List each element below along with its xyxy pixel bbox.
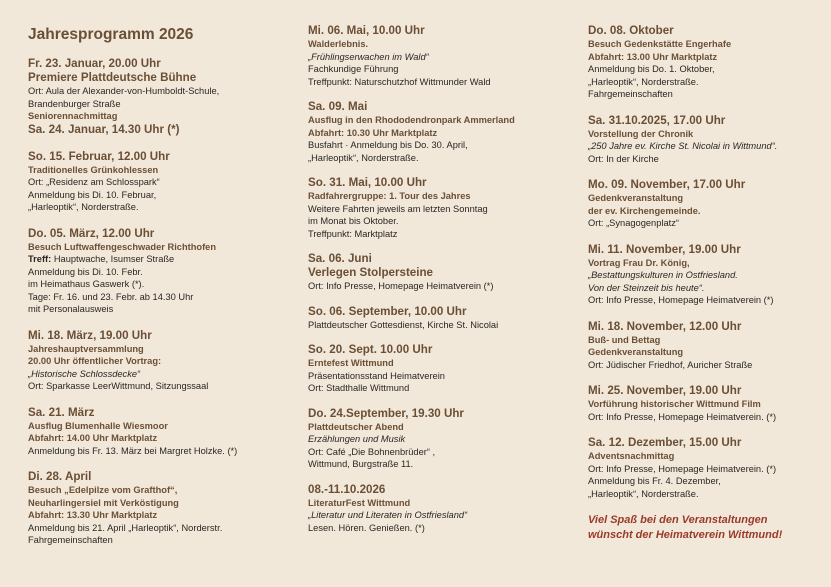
event-detail: Treffpunkt: Marktplatz — [308, 228, 398, 239]
event-date: Sa. 06. Juni — [308, 252, 372, 265]
event-name: Erntefest Wittmund — [308, 358, 394, 368]
event-name: Neuharlingersiel mit Verköstigung — [28, 497, 179, 508]
event-item — [588, 320, 824, 372]
event-date: Sa. 09. Mai — [308, 100, 368, 113]
event-item — [28, 150, 290, 214]
closing-line: Viel Spaß bei den Veranstaltungen — [588, 514, 768, 526]
event-date: Mi. 18. November, 12.00 Uhr — [588, 319, 742, 333]
treff-label: Treff: — [28, 254, 52, 264]
event-detail: Ort: Info Presse, Homepage Heimatverein. (*) — [588, 411, 777, 422]
event-item — [588, 114, 824, 166]
event-detail: „250 Jahre ev. Kirche St. Nicolai in Wittmund“. — [588, 141, 778, 151]
event-detail: „Harleoptik“, Norderstraße. — [308, 152, 419, 163]
column-3 — [588, 20, 824, 543]
event-detail: Ort: Stadthalle Wittmund — [308, 383, 410, 393]
event-item — [28, 406, 290, 458]
event-name: Gedenkveranstaltung — [588, 193, 684, 203]
event-date: Mi. 06. Mai, 10.00 Uhr — [308, 24, 425, 37]
event-detail: „Frühlingserwachen im Wald“ — [308, 51, 429, 62]
event-name: Seniorennachmittag — [28, 111, 118, 121]
event-detail: „Literatur und Literaten in Ostfriesland“ — [308, 510, 468, 520]
event-date: So. 15. Februar, 12.00 Uhr — [28, 149, 170, 163]
event-detail: Wittmund, Burgstraße 11. — [308, 459, 414, 469]
event-date: Sa. 21. März — [28, 405, 95, 419]
event-detail: Anmeldung bis Fr. 13. März bei Margret Holzke. (*) — [28, 445, 238, 456]
event-name: der ev. Kirchengemeinde. — [588, 205, 701, 216]
event-detail: Ort: Jüdischer Friedhof, Auricher Straße — [588, 359, 753, 370]
event-name: Premiere Plattdeutsche Bühne — [28, 71, 197, 84]
event-name: Adventsnachmittag — [588, 451, 675, 461]
event-detail: „Harleoptik“, Norderstraße. — [588, 76, 699, 87]
event-detail: im Heimathaus Gaswerk (*). — [28, 279, 145, 289]
event-date: Do. 08. Oktober — [588, 24, 674, 37]
event-detail: Ort: „Residenz am Schlosspark“ — [28, 177, 160, 187]
event-item — [28, 227, 290, 316]
event-detail: Fahrgemeinschaften — [588, 89, 673, 99]
event-item — [308, 176, 578, 240]
event-name: Ausflug in den Rhododendronpark Ammerland — [308, 115, 515, 125]
event-item — [308, 343, 578, 395]
event-date: So. 06. September, 10.00 Uhr — [308, 304, 467, 318]
event-detail: Busfahrt · Anmeldung bis Do. 30. April, — [308, 140, 468, 150]
event-name: Abfahrt: 13.30 Uhr Marktplatz — [28, 510, 158, 520]
event-item — [588, 243, 824, 307]
column-2 — [308, 20, 578, 546]
event-detail: Ort: „Synagogenplatz“ — [588, 218, 679, 228]
event-date: Do. 24.September, 19.30 Uhr — [308, 406, 464, 420]
event-name: Vorführung historischer Wittmund Film — [588, 399, 761, 409]
event-detail: Fahrgemeinschaften — [28, 535, 113, 545]
event-name: 20.00 Uhr öffentlicher Vortrag: — [28, 356, 162, 366]
event-detail: Anmeldung bis 21. April „Harleoptik“, Norderstr. — [28, 522, 223, 533]
event-detail: Treffpunkt: Naturschutzhof Wittmunder Wald — [308, 76, 491, 87]
event-detail: Ort: Sparkasse LeerWittmund, Sitzungssaal — [28, 381, 209, 391]
event-detail: Plattdeutscher Gottesdienst, Kirche St. Nicolai — [308, 319, 499, 330]
event-item — [588, 178, 824, 230]
event-detail: „Bestattungskulturen in Ostfriesland. — [588, 270, 738, 280]
event-detail: Anmeldung bis Fr. 4. Dezember, — [588, 476, 721, 486]
event-date: 08.-11.10.2026 — [308, 482, 386, 496]
event-detail: Ort: Aula der Alexander-von-Humboldt-Schule, — [28, 86, 220, 96]
event-detail: „Historische Schlossdecke“ — [28, 368, 141, 379]
event-name: Abfahrt: 14.00 Uhr Marktplatz — [28, 433, 158, 443]
event-detail: Ort: Info Presse, Homepage Heimatverein. (*) — [588, 463, 777, 474]
event-name: Abfahrt: 10.30 Uhr Marktplatz — [308, 127, 438, 138]
column-1 — [28, 20, 290, 560]
event-item — [308, 407, 578, 471]
event-item — [588, 436, 824, 500]
event-name: Abfahrt: 13.00 Uhr Marktplatz — [588, 51, 718, 62]
event-detail: Anmeldung bis Di. 10. Februar, — [28, 189, 157, 200]
event-item — [308, 100, 578, 164]
event-date: Do. 05. März, 12.00 Uhr — [28, 226, 155, 240]
event-name: Besuch „Edelpilze vom Grafthof“, — [28, 485, 178, 495]
event-date: Mi. 25. November, 19.00 Uhr — [588, 384, 742, 397]
event-detail: Ort: In der Kirche — [588, 153, 659, 164]
event-detail: Brandenburger Straße — [28, 98, 121, 109]
event-item — [28, 57, 290, 137]
event-detail: Von der Steinzeit bis heute“. — [588, 282, 705, 293]
event-date: Sa. 12. Dezember, 15.00 Uhr — [588, 436, 742, 449]
event-name: Verlegen Stolpersteine — [308, 266, 434, 279]
event-detail: Ort: Café „Die Bohnenbrüder“ , — [308, 446, 436, 457]
event-name: Traditionelles Grünkohlessen — [28, 164, 159, 175]
event-name: Besuch Gedenkstätte Engerhafe — [588, 39, 732, 49]
event-detail: Lesen. Hören. Genießen. (*) — [308, 522, 425, 533]
event-name: Ausflug Blumenhalle Wiesmoor — [28, 420, 168, 431]
event-name: Jahreshauptversammlung — [28, 343, 144, 354]
event-name: Vorstellung der Chronik — [588, 128, 694, 139]
event-date: So. 31. Mai, 10.00 Uhr — [308, 176, 427, 189]
event-item — [308, 305, 578, 332]
event-item — [28, 470, 290, 547]
event-date: Mo. 09. November, 17.00 Uhr — [588, 178, 746, 191]
event-detail: „Harleoptik“, Norderstraße. — [588, 488, 699, 499]
event-detail: Fachkundige Führung — [308, 64, 399, 74]
event-date: Fr. 23. Januar, 20.00 Uhr — [28, 57, 161, 70]
event-name: Walderlebnis. — [308, 39, 369, 49]
event-detail: Ort: Info Presse, Homepage Heimatverein (*) — [308, 281, 494, 291]
event-name: Buß- und Bettag — [588, 334, 661, 345]
event-detail: Erzählungen und Musik — [308, 434, 406, 444]
event-item — [588, 384, 824, 423]
event-detail: Ort: Info Presse, Homepage Heimatverein (*) — [588, 295, 774, 305]
event-date: Sa. 24. Januar, 14.30 Uhr (*) — [28, 122, 180, 136]
event-detail: im Monat bis Oktober. — [308, 216, 399, 226]
event-item — [588, 24, 824, 101]
event-date: So. 20. Sept. 10.00 Uhr — [308, 343, 433, 356]
closing-message — [588, 513, 824, 543]
event-name: Plattdeutscher Abend — [308, 421, 404, 432]
event-detail — [28, 253, 290, 266]
event-detail: „Harleoptik“, Norderstraße. — [28, 202, 139, 212]
event-name: Besuch Luftwaffengeschwader Richthofen — [28, 241, 217, 252]
event-date: Di. 28. April — [28, 470, 92, 483]
event-item — [308, 483, 578, 535]
event-name: Radfahrergruppe: 1. Tour des Jahres — [308, 191, 471, 201]
event-name: Gedenkveranstaltung — [588, 347, 684, 357]
treff-text: Hauptwache, Isumser Straße — [51, 254, 175, 264]
event-detail: Weitere Fahrten jeweils am letzten Sonntag — [308, 203, 488, 214]
event-date: Mi. 18. März, 19.00 Uhr — [28, 328, 152, 342]
event-date: Sa. 31.10.2025, 17.00 Uhr — [588, 113, 726, 127]
event-detail: Präsentationsstand Heimatverein — [308, 370, 445, 381]
event-detail: Anmeldung bis Do. 1. Oktober, — [588, 64, 715, 74]
event-name: LiteraturFest Wittmund — [308, 497, 411, 508]
event-item — [308, 24, 578, 88]
event-detail: Tage: Fr. 16. und 23. Febr. ab 14.30 Uhr — [28, 291, 194, 302]
closing-line: wünscht der Heimatverein Wittmund! — [588, 529, 783, 541]
event-detail: mit Personalausweis — [28, 304, 114, 314]
event-name: Vortrag Frau Dr. König, — [588, 257, 690, 268]
event-detail: Anmeldung bis Di. 10. Febr. — [28, 266, 143, 277]
event-item — [308, 252, 578, 293]
event-item — [28, 329, 290, 393]
event-date: Mi. 11. November, 19.00 Uhr — [588, 242, 741, 256]
page-title: Jahresprogramm 2026 — [28, 26, 194, 43]
